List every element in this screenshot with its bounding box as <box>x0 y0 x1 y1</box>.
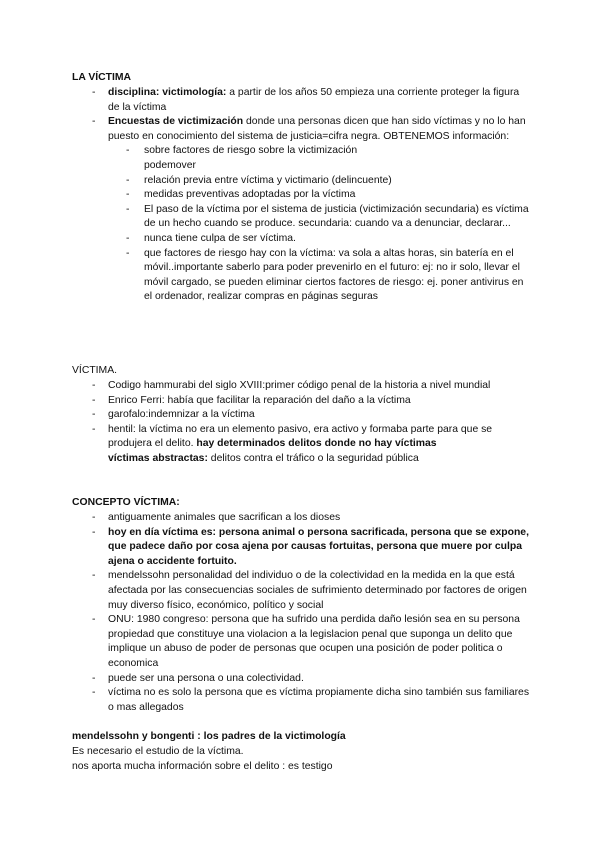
list-item <box>72 115 532 305</box>
sublist <box>108 144 532 305</box>
item-bold-text: disciplina: victimología: <box>108 87 227 98</box>
list-item <box>72 686 532 715</box>
list-item: - Enrico Ferri: había que facilitar la reparación del daño a la víctima <box>72 394 532 409</box>
item-bold-text: hay determinados delitos donde no hay víctimas <box>196 438 437 450</box>
list-item <box>72 613 532 671</box>
section3-list <box>72 511 532 715</box>
item-text: a partir de los años 50 empieza una corriente proteger la figura de la víctima <box>108 87 520 113</box>
paragraph-line: Es necesario el estudio de la víctima. <box>72 746 244 757</box>
item-text: víctima no es solo la persona que es víctima propiamente dicha sino también sus familiares o mas allegados <box>108 687 530 713</box>
item-text: antiguamente animales que sacrifican a los dioses <box>108 512 341 523</box>
item-text: donde una personas dicen que han sido víctimas y no lo han puesto en conocimiento del sistema de justicia=cifra negra. OBTENEMOS información: <box>108 116 526 142</box>
section-title-concepto-victima: CONCEPTO VÍCTIMA: <box>72 497 180 508</box>
sublist-item: - relación previa entre víctima y victimario (delincuente) <box>108 174 532 189</box>
item-text: ONU: 1980 congreso: persona que ha sufrido una perdida daño lesión sea en su persona propiedad que constituye una violacion a la legislacion penal que suponga un delito que implique un abuso de poder de personas que ocupen una posición de poder politica o economica <box>108 614 520 669</box>
item-text: mendelssohn personalidad del individuo o de la colectividad en la medida en la que está afectada por las consecuencias sociales de sufrimiento determinado por factores de origen muy diverso físico, económico, político y social <box>108 570 527 611</box>
list-item <box>72 86 532 115</box>
section-title-padres-victimologia: mendelssohn y bongenti : los padres de la victimología <box>72 731 346 742</box>
item-bold-text: víctimas abstractas: <box>108 452 208 464</box>
paragraph-line: nos aporta mucha información sobre el delito : es testigo <box>72 761 333 772</box>
list-item <box>72 511 532 526</box>
list-item: - Codigo hammurabi del siglo XVIII:primer código penal de la historia a nivel mundial <box>72 379 532 394</box>
list-item: - garofalo:indemnizar a la víctima <box>72 408 532 423</box>
section-title-victima: VÍCTIMA. <box>72 365 118 376</box>
sublist-item: - nunca tiene culpa de ser víctima. <box>108 232 532 247</box>
sublist-item: - El paso de la víctima por el sistema de justicia (victimización secundaria) es víctima de un hecho cuando se produce. secundaria: cuando va a denunciar, declarar... <box>108 203 532 232</box>
section1-list <box>72 86 532 305</box>
item-text: puede ser una persona o una colectividad. <box>108 672 304 684</box>
list-item <box>72 423 532 467</box>
section2-list <box>72 379 532 467</box>
item-text: hentil: la víctima no era un elemento pasivo, era activo y formaba parte para que se produjera el delito. <box>108 423 493 450</box>
sublist-item: - que factores de riesgo hay con la víctima: va sola a altas horas, sin batería en el móvil..importante saberlo para poder prevenirlo en el futuro: ej: no ir solo, llevar el móvil cargado, se pueden eliminar ciertos factores de riesgo: ej. poner antivirus en el ordenador, realizar compras en páginas seguras <box>108 247 532 305</box>
sublist-item: - sobre factores de riesgo sobre la victimización podemover <box>108 144 532 173</box>
sublist-item: - medidas preventivas adoptadas por la víctima <box>108 188 532 203</box>
list-item <box>72 569 532 613</box>
section-title-la-victima: LA VÍCTIMA <box>72 72 132 83</box>
item-bold-text: hoy en día víctima es: persona animal o persona sacrificada, persona que se expone, que padece daño por cosa ajena por causas fortuitas, persona que muere por culpa ajena o accidente fortuito. <box>108 526 529 567</box>
list-item <box>72 672 532 687</box>
list-item <box>72 526 532 570</box>
item-bold-text: Encuestas de victimización <box>108 116 244 128</box>
item-text: delitos contra el tráfico o la seguridad pública <box>207 452 419 464</box>
